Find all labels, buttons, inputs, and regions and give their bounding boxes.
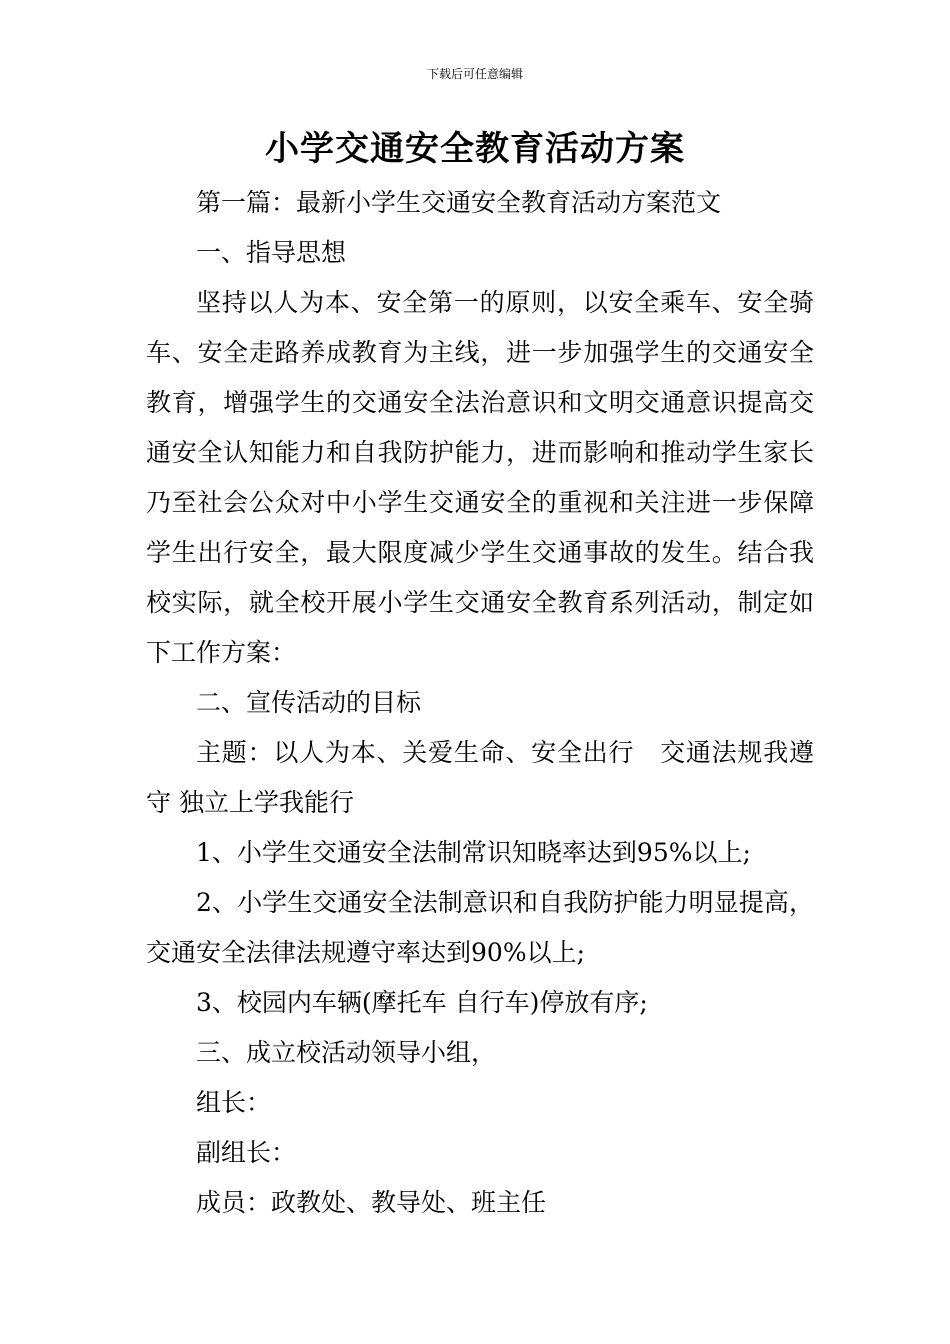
leader-line: 组长：	[196, 1088, 272, 1117]
members-line: 成员：政教处、教导处、班主任	[196, 1188, 547, 1217]
paragraph-guiding-thought: 坚持以人为本、安全第一的原则，以安全乘车、安全骑车、安全走路养成教育为主线，进一步加强学生的交通安全教育，增强学生的交通安全法治意识和文明交通意识提高交通安全认知能力和自我防护能力，进而影响和推动学生家长乃至社会公众对中小学生交通安全的重视和关注进一步保障学生出行安全，最大限度减少学生交通事故的发生。结合我校实际，就全校开展小学生交通安全教育系列活动，制定如下工作方案：	[146, 288, 814, 667]
list-item-goal-2: 2、小学生交通安全法制意识和自我防护能力明显提高，交通安全法律法规遵守率达到90%以上;	[146, 888, 814, 967]
section-heading-first: 第一篇：最新小学生交通安全教育活动方案范文	[196, 188, 722, 217]
deputy-leader-line: 副组长：	[196, 1138, 297, 1167]
section-heading-leadership: 三、成立校活动领导小组，	[196, 1038, 497, 1067]
paragraph-theme: 主题：以人为本、关爱生命、安全出行 交通法规我遵守 独立上学我能行	[146, 738, 814, 817]
header-note: 下载后可任意编辑	[426, 67, 523, 81]
document-body	[146, 178, 814, 1228]
section-heading-guiding-thought: 一、指导思想	[196, 238, 347, 267]
list-item-goal-1: 1、小学生交通安全法制常识知晓率达到95%以上;	[196, 838, 751, 867]
document-title: 小学交通安全教育活动方案	[265, 129, 685, 169]
section-heading-goals: 二、宣传活动的目标	[196, 688, 422, 717]
list-item-goal-3: 3、校园内车辆(摩托车 自行车)停放有序;	[196, 988, 648, 1017]
